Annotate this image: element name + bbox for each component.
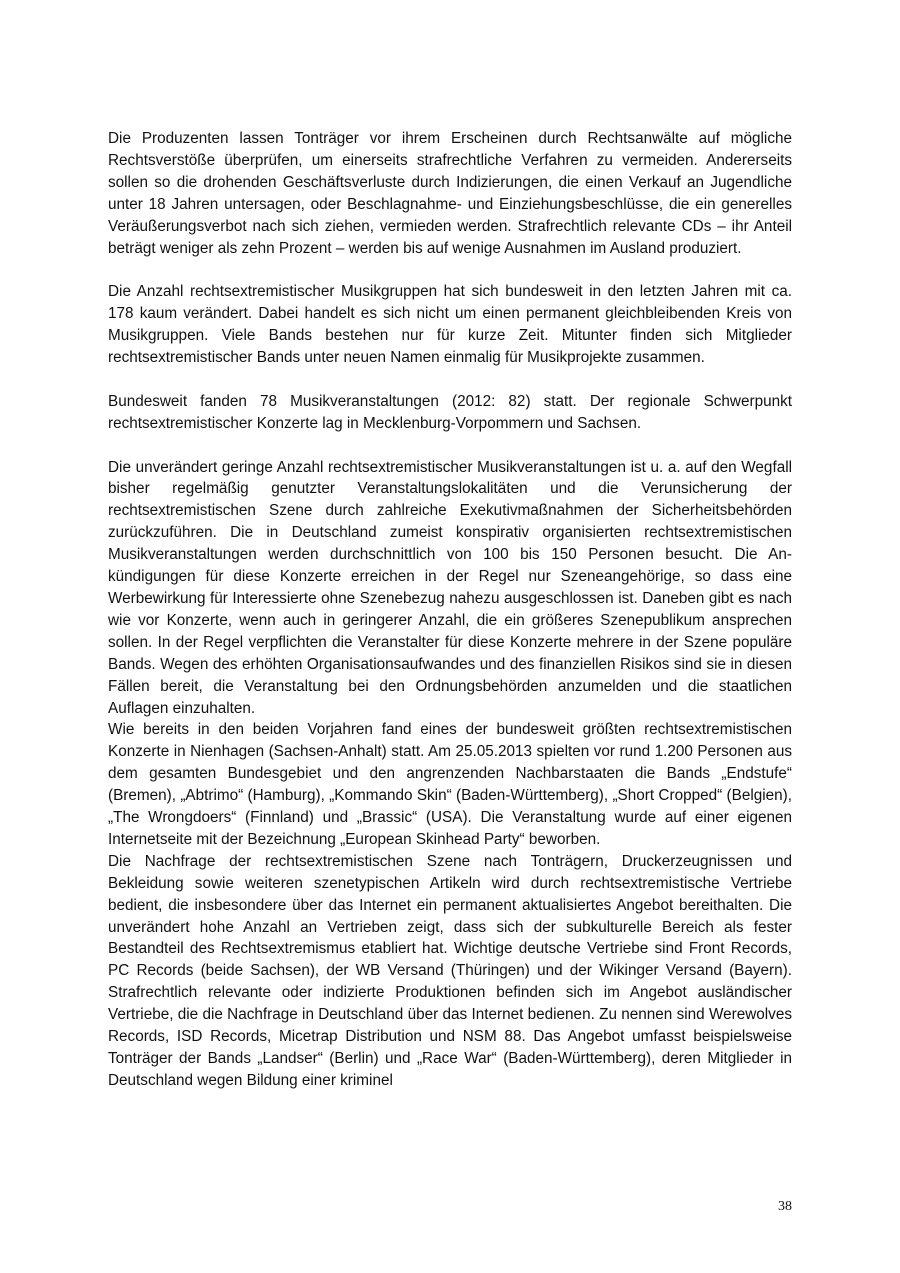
paragraph-distribution: Die Nachfrage der rechtsextremistischen Szene nach Tonträgern, Druckerzeugnissen und Bekleidung sowie weiteren szenetypischen Artikeln wird durch rechtsextremistische Vertriebe bedient, die insbesondere über das Internet ein permanent aktualisiertes Angebot bereithalten. Die unverändert hohe Anzahl an Vertrieben zeigt, dass sich der subkulturelle Bereich als fester Bestandteil des Rechtsextremismus etabliert hat. Wichtige deutsche Vertriebe sind Front Records, PC Records (beide Sachsen), der WB Versand (Thüringen) und der Wikinger Versand (Bayern). Strafrechtlich relevante oder indizierte Produktionen befinden sich im Angebot ausländischer Vertriebe, die die Nachfrage in Deutschland über das Internet bedienen. Zu nennen sind Werewolves Records, ISD Records, Micetrap Distribution und NSM 88. Das Angebot umfasst beispielsweise Tonträger der Bands „Landser“ (Berlin) und „Race War“ (Baden-Württemberg), deren Mitglieder in Deutschland wegen Bildung einer kriminel: [108, 852, 792, 1089]
paragraph-events-decline: Die unverändert geringe Anzahl rechtsextremistischer Musikveranstaltungen ist u. a. auf den Wegfall bisher regelmäßig genutzter Veranstaltungslokalitäten und die Verunsicherung der rechtsextremistischen Szene durch zahlreiche Exekutivmaßnahmen der Sicherheitsbehörden zurückzuführen. Die in Deutschland zumeist konspirativ organisierten rechtsextremistischen Musikveranstaltungen werden durchschnittlich von 100 bis 150 Personen besucht. Die Ankündigungen für diese Konzerte erreichen in der Regel nur Szeneangehörige, so dass eine Werbewirkung für Interessierte ohne Szenebezug nahezu ausgeschlossen ist. Daneben gibt es nach wie vor Konzerte, wenn auch in geringerer Anzahl, die ein größeres Szenepublikum ansprechen sollen. In der Regel verpflichten die Veranstalter für diese Konzerte mehrere in der Szene populäre Bands. Wegen des erhöhten Organisationsaufwandes und des finanziellen Risikos sind sie in diesen Fällen bereit, die Veranstaltung bei den Ordnungsbehörden anzumelden und die staatlichen Auflagen einzuhalten.: [108, 458, 792, 717]
paragraph-events-count: Bundesweit fanden 78 Musikveranstaltungen (2012: 82) statt. Der regionale Schwerpunkt rechtsextremistischer Konzerte lag in Mecklenburg-Vorpommern und Sachsen.: [108, 392, 792, 432]
page-number: 38: [778, 1199, 792, 1214]
paragraph-producers: Die Produzenten lassen Tonträger vor ihrem Erscheinen durch Rechtsanwälte auf mögliche Rechtsverstöße überprüfen, um einerseits strafrechtliche Verfahren zu vermeiden. Andererseits sollen so die drohenden Geschäftsverluste durch Indizierungen, die einen Verkauf an Jugendliche unter 18 Jahren untersagen, oder Beschlagnahme- und Einziehungsbeschlüsse, die ein generelles Veräußerungsverbot nach sich ziehen, vermieden werden. Strafrechtlich relevante CDs – ihr Anteil beträgt weniger als zehn Prozent – werden bis auf wenige Ausnahmen im Ausland produziert.: [108, 130, 792, 257]
paragraph-music-groups: Die Anzahl rechtsextremistischer Musikgruppen hat sich bundesweit in den letzten Jahren mit ca. 178 kaum verändert. Dabei handelt es sich nicht um einen permanent gleichbleibenden Kreis von Musikgruppen. Viele Bands bestehen nur für kurze Zeit. Mitunter finden sich Mitglieder rechtsextremistischer Bands unter neuen Namen einmalig für Musikprojekte zusammen.: [108, 283, 792, 367]
document-body: [108, 128, 792, 1092]
paragraph-nienhagen-concert: Wie bereits in den beiden Vorjahren fand eines der bundesweit größten rechtsextremistischen Konzerte in Nienhagen (Sachsen-Anhalt) statt. Am 25.05.2013 spielten vor rund 1.200 Personen aus dem gesamten Bundesgebiet und den angrenzenden Nachbarstaaten die Bands „Endstufe“ (Bremen), „Abtrimo“ (Hamburg), „Kommando Skin“ (Baden-Württemberg), „Short Cropped“ (Belgien), „The Wrongdoers“ (Finnland) und „Brassic“ (USA). Die Veranstaltung wurde auf einer eigenen Internetseite mit der Bezeichnung „European Skinhead Party“ beworben.: [108, 721, 792, 848]
